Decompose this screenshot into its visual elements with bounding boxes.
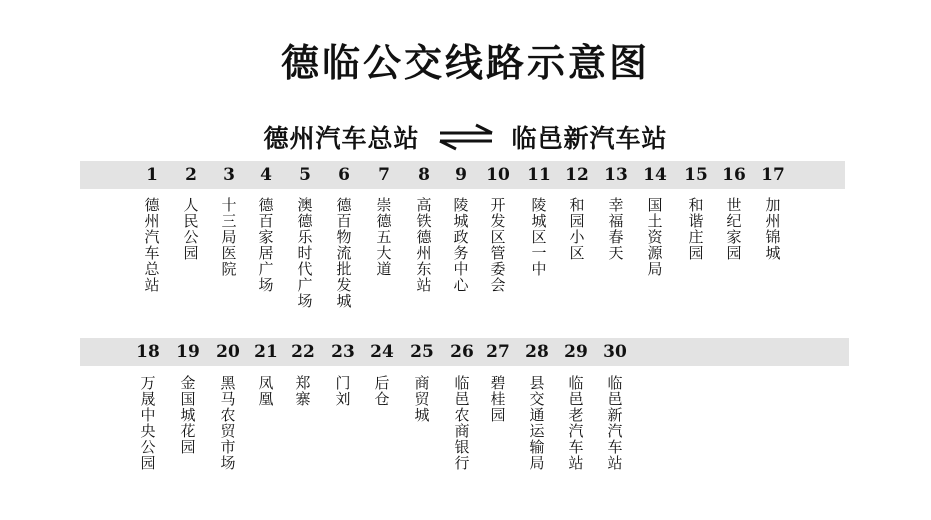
stop-name: 临邑老汽车站 — [568, 374, 584, 472]
stop-name: 临邑新汽车站 — [607, 374, 623, 472]
stop-number: 25 — [410, 342, 434, 362]
stop-number: 24 — [370, 342, 394, 362]
stop-number: 20 — [216, 342, 240, 362]
stop-name: 黑马农贸市场 — [220, 374, 236, 472]
stop-name: 陵城区一中 — [531, 196, 547, 278]
stop-number: 22 — [291, 342, 315, 362]
stop-number: 28 — [525, 342, 549, 362]
stop-name: 崇德五大道 — [376, 196, 392, 278]
stop-name: 临邑农商银行 — [454, 374, 470, 472]
stop-number: 4 — [260, 165, 272, 185]
stop-name: 碧桂园 — [490, 374, 506, 424]
stop-number: 5 — [299, 165, 311, 185]
stop-number: 30 — [603, 342, 627, 362]
stop-number: 23 — [331, 342, 355, 362]
stop-name: 德百物流批发城 — [336, 196, 352, 310]
stop-name: 凤凰 — [258, 374, 274, 408]
stop-number: 3 — [223, 165, 235, 185]
stop-name: 陵城政务中心 — [453, 196, 469, 294]
stop-number: 7 — [378, 165, 390, 185]
stop-number: 19 — [176, 342, 200, 362]
stop-number: 16 — [722, 165, 746, 185]
stop-name: 县交通运输局 — [529, 374, 545, 472]
stop-number: 12 — [565, 165, 589, 185]
stop-name: 十三局医院 — [221, 196, 237, 278]
stop-number: 14 — [643, 165, 667, 185]
stop-name: 郑寨 — [295, 374, 311, 408]
stop-number: 6 — [338, 165, 350, 185]
stop-number: 10 — [486, 165, 510, 185]
stop-name: 后仓 — [374, 374, 390, 408]
stop-number: 11 — [527, 165, 551, 185]
stop-name: 德州汽车总站 — [144, 196, 160, 294]
route-origin: 德州汽车总站 — [263, 124, 420, 153]
stop-name: 澳德乐时代广场 — [297, 196, 313, 310]
route-destination: 临邑新汽车站 — [511, 124, 668, 153]
stop-number: 27 — [486, 342, 510, 362]
stop-number: 1 — [146, 165, 158, 185]
route-header — [0, 120, 931, 154]
stop-name: 和园小区 — [569, 196, 585, 262]
stop-name: 和谐庄园 — [688, 196, 704, 262]
diagram-title: 德临公交线路示意图 — [280, 41, 650, 85]
stop-name: 加州锦城 — [765, 196, 781, 262]
stop-name: 金国城花园 — [180, 374, 196, 456]
stop-name: 幸福春天 — [608, 196, 624, 262]
stop-name: 人民公园 — [183, 196, 199, 262]
stop-name: 门刘 — [335, 374, 351, 408]
stop-number: 17 — [761, 165, 785, 185]
stop-name: 开发区管委会 — [490, 196, 506, 294]
stop-number: 29 — [564, 342, 588, 362]
stop-number: 8 — [418, 165, 430, 185]
stop-number: 15 — [684, 165, 708, 185]
stop-number: 13 — [604, 165, 628, 185]
stop-name: 国土资源局 — [647, 196, 663, 278]
stop-name: 万晟中央公园 — [140, 374, 156, 472]
stop-name: 高铁德州东站 — [416, 196, 432, 294]
stop-number: 9 — [455, 165, 467, 185]
stop-name: 商贸城 — [414, 374, 430, 424]
stop-name: 世纪家园 — [726, 196, 742, 262]
stop-number: 26 — [450, 342, 474, 362]
stop-number: 21 — [254, 342, 278, 362]
stop-number: 18 — [136, 342, 160, 362]
stop-name: 德百家居广场 — [258, 196, 274, 294]
bidirectional-arrow-icon — [434, 122, 498, 152]
stop-number: 2 — [185, 165, 197, 185]
